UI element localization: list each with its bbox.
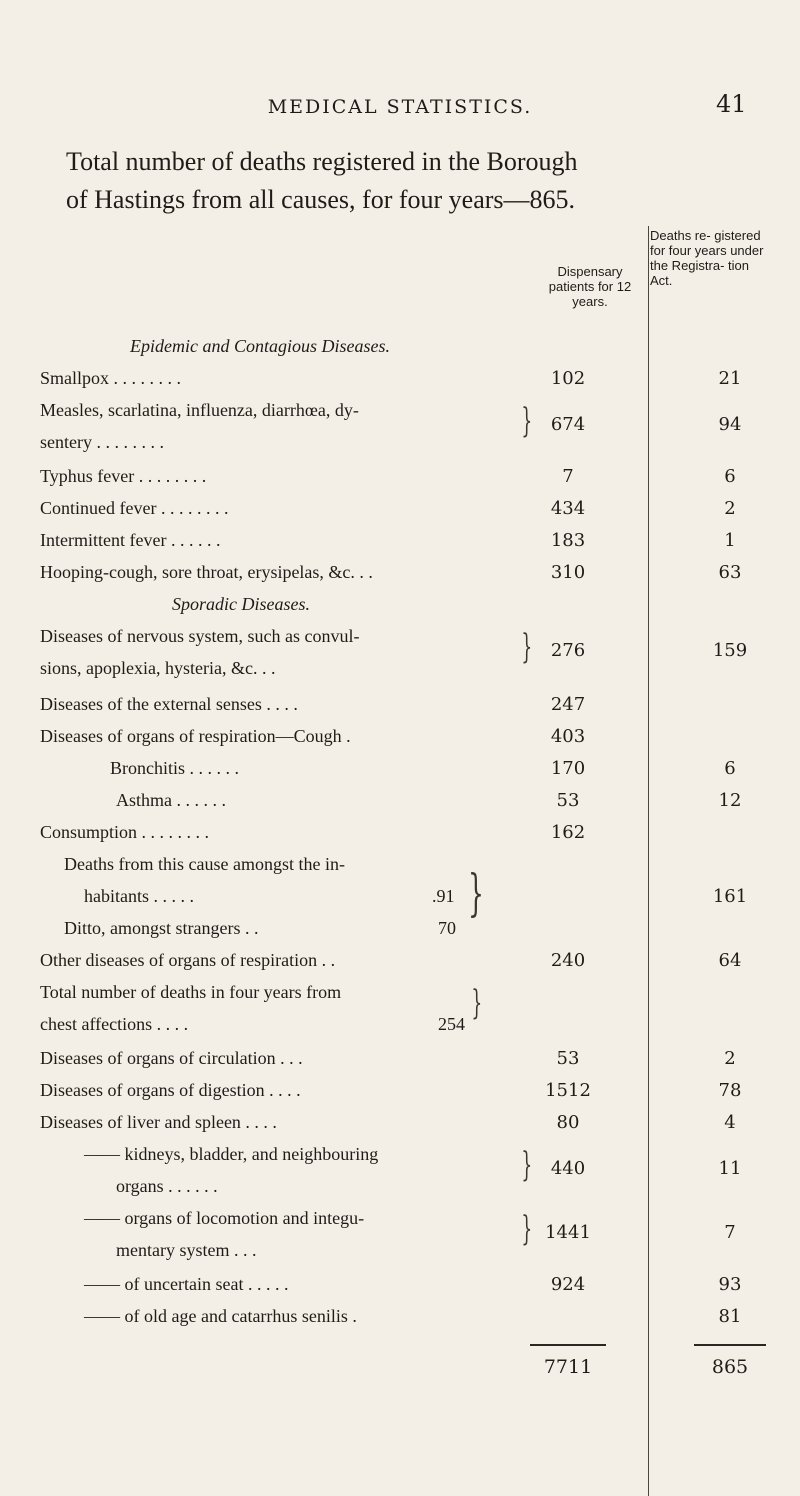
row-label: Asthma . . . . . . <box>116 790 226 810</box>
brace: } <box>467 864 484 922</box>
row-label: Continued fever . . . . . . . . <box>40 498 229 518</box>
page-number: 41 <box>716 90 747 118</box>
dispensary-value: 924 <box>550 1274 586 1295</box>
dispensary-value: 276 <box>550 640 586 661</box>
total-rule-dispensary <box>530 1344 606 1346</box>
table-row <box>0 1144 800 1204</box>
row-inline-number: 254 <box>438 1014 465 1034</box>
page-title <box>66 143 766 219</box>
row-label-continued: chest affections . . . . <box>40 1014 189 1034</box>
table-row <box>0 982 800 1042</box>
dispensary-value: 1441 <box>545 1222 591 1243</box>
row-label: Measles, scarlatina, influenza, diarrhœa, dy- <box>40 400 359 420</box>
table-row <box>0 950 800 980</box>
row-label-continued: organs . . . . . . <box>116 1176 218 1196</box>
brace: } <box>521 627 533 667</box>
brace: } <box>521 401 533 441</box>
table-row <box>0 530 800 560</box>
row-inline-number: .91 <box>432 886 455 906</box>
registered-value: 2 <box>724 498 736 519</box>
registered-value: 81 <box>718 1306 742 1327</box>
dispensary-value: 162 <box>550 822 586 843</box>
row-label: —— kidneys, bladder, and neighbouring <box>84 1144 379 1164</box>
row-label: Diseases of organs of circulation . . . <box>40 1048 303 1068</box>
row-label-continued: sentery . . . . . . . . <box>40 432 164 452</box>
registered-value: 159 <box>712 640 748 661</box>
registered-value: 64 <box>718 950 742 971</box>
row-label-continued: habitants . . . . . <box>84 886 194 906</box>
registered-value: 7 <box>724 1222 736 1243</box>
row-label: Hooping-cough, sore throat, erysipelas, &c. . . <box>40 562 373 582</box>
row-label: Diseases of organs of digestion . . . . <box>40 1080 301 1100</box>
brace: } <box>521 1209 533 1249</box>
row-label-continued: mentary system . . . <box>116 1240 257 1260</box>
dispensary-value: 403 <box>550 726 586 747</box>
registered-value: 4 <box>724 1112 736 1133</box>
dispensary-value: 80 <box>556 1112 580 1133</box>
dispensary-value: 7 <box>562 466 574 487</box>
table-row <box>0 1048 800 1078</box>
registered-value: 6 <box>724 758 736 779</box>
running-head: MEDICAL STATISTICS. <box>267 96 533 118</box>
title-line-2: of Hastings from all causes, for four years—865. <box>66 185 576 214</box>
dispensary-value: 53 <box>556 1048 580 1069</box>
row-label: Diseases of organs of respiration—Cough . <box>40 726 351 746</box>
registered-value: 21 <box>718 368 742 389</box>
row-label: Diseases of liver and spleen . . . . <box>40 1112 277 1132</box>
table-row <box>0 562 800 592</box>
row-label: Intermittent fever . . . . . . <box>40 530 221 550</box>
table-row <box>0 1274 800 1304</box>
row-label: Consumption . . . . . . . . <box>40 822 210 842</box>
row-label: —— of uncertain seat . . . . . <box>84 1274 289 1294</box>
row-label: Diseases of the external senses . . . . <box>40 694 298 714</box>
row-label: —— organs of locomotion and integu- <box>84 1208 365 1228</box>
row-label-continued: Ditto, amongst strangers . . <box>64 918 259 938</box>
registered-value: 12 <box>718 790 742 811</box>
column-header-dispensary: Dispensary patients for 12 years. <box>548 264 632 309</box>
row-label: Other diseases of organs of respiration . . <box>40 950 336 970</box>
registered-value: 161 <box>712 886 748 907</box>
registered-value: 6 <box>724 466 736 487</box>
table-row <box>0 626 800 686</box>
dispensary-value: 440 <box>550 1158 586 1179</box>
dispensary-value: 102 <box>550 368 586 389</box>
row-label: Smallpox . . . . . . . . <box>40 368 182 388</box>
section-heading-epidemic: Epidemic and Contagious Diseases. <box>130 336 390 356</box>
table-row <box>0 1208 800 1268</box>
registered-value: 78 <box>718 1080 742 1101</box>
registered-value: 1 <box>724 530 736 551</box>
dispensary-value: 310 <box>550 562 586 583</box>
column-header-registered: Deaths re- gistered for four years under the Registra- tion Act. <box>650 228 764 288</box>
table-row <box>0 758 800 788</box>
row-label-continued: sions, apoplexia, hysteria, &c. . . <box>40 658 276 678</box>
table-row <box>0 1306 800 1336</box>
row-label: Total number of deaths in four years from <box>40 982 342 1002</box>
title-line-1: Total number of deaths registered in the Borough <box>66 147 578 176</box>
table-row <box>0 466 800 496</box>
dispensary-value: 247 <box>550 694 586 715</box>
total-registered: 865 <box>711 1356 749 1378</box>
dispensary-value: 674 <box>550 414 586 435</box>
total-rule-registered <box>694 1344 766 1346</box>
registered-value: 63 <box>718 562 742 583</box>
section-heading-sporadic: Sporadic Diseases. <box>172 594 310 614</box>
row-label: Diseases of nervous system, such as convul- <box>40 626 360 646</box>
dispensary-value: 170 <box>550 758 586 779</box>
registered-value: 93 <box>718 1274 742 1295</box>
registered-value: 2 <box>724 1048 736 1069</box>
brace: } <box>471 983 483 1023</box>
table-row <box>0 498 800 528</box>
row-label: —— of old age and catarrhus senilis . <box>84 1306 357 1326</box>
dispensary-value: 53 <box>556 790 580 811</box>
table-row <box>0 694 800 724</box>
table-row <box>0 854 800 948</box>
row-label: Typhus fever . . . . . . . . <box>40 466 207 486</box>
row-inline-number: 70 <box>438 918 456 938</box>
row-label: Deaths from this cause amongst the in- <box>64 854 345 874</box>
table-row <box>0 822 800 852</box>
row-label: Bronchitis . . . . . . <box>110 758 239 778</box>
table-row <box>0 368 800 398</box>
table-row <box>0 400 800 460</box>
brace: } <box>521 1145 533 1185</box>
total-dispensary: 7711 <box>543 1356 593 1378</box>
registered-value: 94 <box>718 414 742 435</box>
table-row <box>0 1080 800 1110</box>
dispensary-value: 183 <box>550 530 586 551</box>
dispensary-value: 1512 <box>545 1080 591 1101</box>
dispensary-value: 434 <box>550 498 586 519</box>
dispensary-value: 240 <box>550 950 586 971</box>
table-row <box>0 726 800 756</box>
table-row <box>0 1112 800 1142</box>
table-row <box>0 790 800 820</box>
registered-value: 11 <box>718 1158 742 1179</box>
